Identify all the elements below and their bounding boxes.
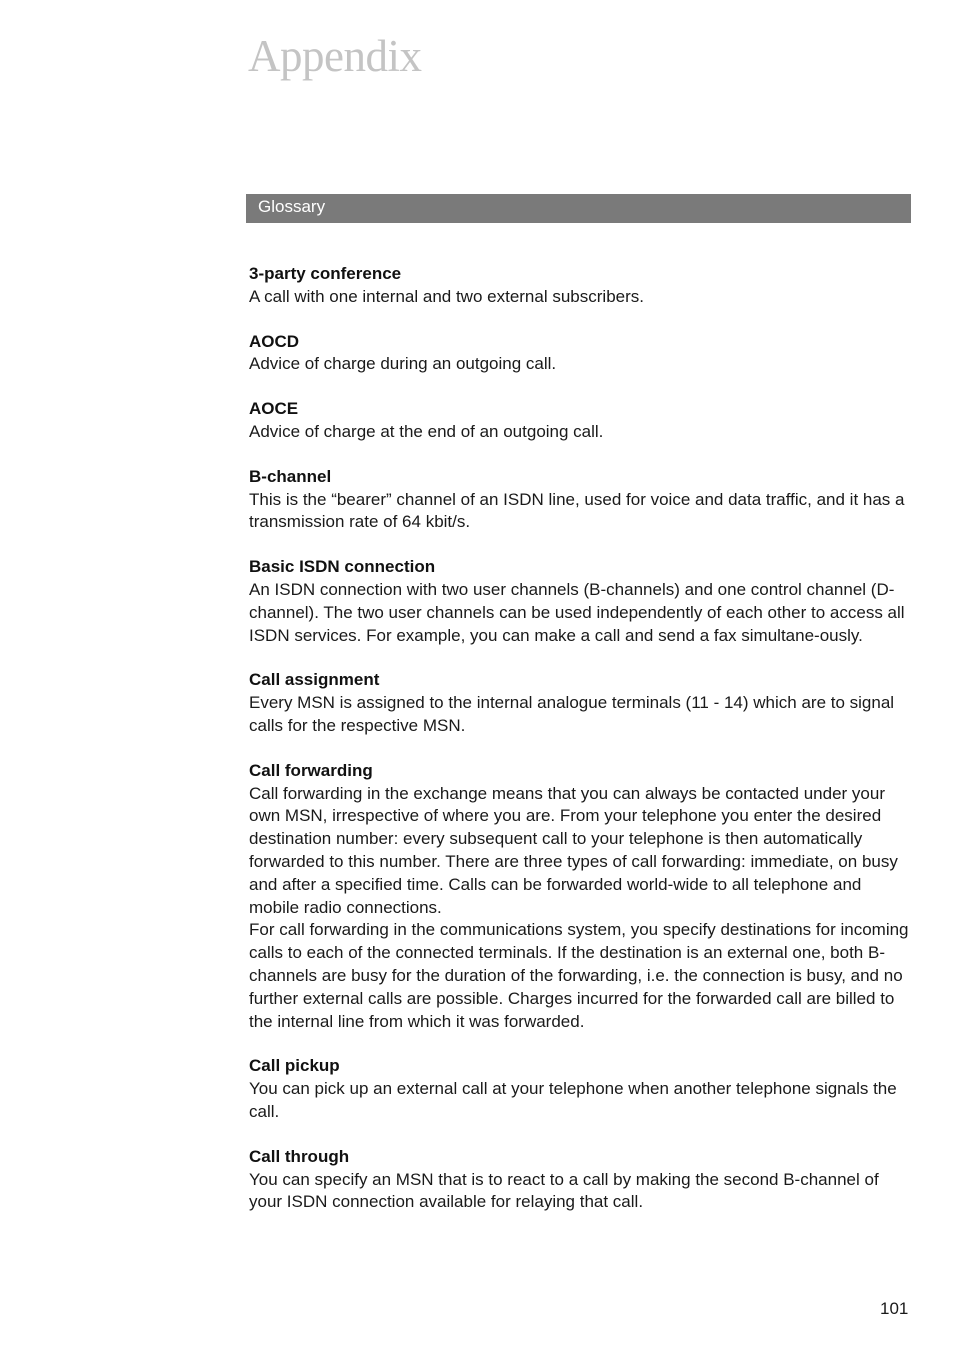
- glossary-term: Basic ISDN connection: [249, 557, 436, 577]
- definition-paragraph: Every MSN is assigned to the internal analogue terminals (11 - 14) which are to signal calls for the respective MSN.: [249, 693, 895, 735]
- glossary-entry: [249, 760, 911, 1034]
- glossary-entry: [249, 466, 911, 534]
- definition-paragraph: This is the “bearer” channel of an ISDN line, used for voice and data traffic, and it has a transmission rate of 64 kbit/s.: [249, 489, 905, 532]
- glossary-term: Call assignment: [249, 670, 380, 690]
- definition-paragraph: For call forwarding in the communications system, you specify destinations for incoming calls to each of the connected terminals. If the destination is an external one, both B-channels are busy for the duration of the forwarding, i.e. the connection is busy, and no further external calls are possible. Charges incurred for the forwarded call are billed to the internal line from which it was forwarded.: [249, 920, 909, 1031]
- glossary-entry: [249, 1146, 911, 1214]
- glossary-entry: [249, 669, 911, 737]
- page-number: 101: [880, 1299, 909, 1318]
- definition-paragraph: Call forwarding in the exchange means that you can always be contacted under your own MSN, irrespective of where you are. From your telephone you enter the desired destination number: every subsequent call to your telephone is then automatically forwarded to this number. There are three types of call forwarding: immediate, on busy and after a specified time. Calls can be forwarded world-wide to all telephone and mobile radio connections.: [249, 783, 898, 917]
- definition-paragraph: Advice of charge at the end of an outgoing call.: [249, 421, 604, 441]
- glossary-term: Call forwarding: [249, 760, 373, 780]
- glossary-definition: [249, 421, 911, 444]
- glossary-term: AOCE: [249, 399, 299, 419]
- glossary-definition: [249, 692, 911, 738]
- definition-paragraph: You can specify an MSN that is to react to a call by making the second B-channel of your ISDN connection available for relaying that call.: [249, 1169, 879, 1212]
- glossary-list: [249, 263, 911, 1236]
- glossary-term: 3-party conference: [249, 264, 402, 283]
- glossary-entry: [249, 263, 911, 309]
- glossary-term: B-channel: [249, 466, 332, 486]
- glossary-entry: [249, 556, 911, 647]
- glossary-definition: [249, 783, 911, 1034]
- definition-paragraph: Advice of charge during an outgoing call.: [249, 354, 557, 374]
- glossary-definition: [249, 579, 911, 647]
- chapter-title: Appendix: [248, 31, 422, 81]
- glossary-definition: [249, 353, 911, 376]
- glossary-term: Call pickup: [249, 1056, 340, 1076]
- glossary-term: Call through: [249, 1146, 350, 1166]
- glossary-definition: [249, 1078, 911, 1124]
- glossary-entry: [249, 1055, 911, 1123]
- glossary-definition: [249, 1169, 911, 1215]
- glossary-definition: [249, 489, 911, 535]
- definition-paragraph: You can pick up an external call at your telephone when another telephone signals the call.: [249, 1079, 897, 1121]
- glossary-entry: [249, 398, 911, 444]
- glossary-entry: [249, 331, 911, 377]
- definition-paragraph: A call with one internal and two external subscribers.: [249, 286, 644, 306]
- section-header-glossary: Glossary: [246, 194, 911, 223]
- glossary-term: AOCD: [249, 331, 300, 351]
- definition-paragraph: An ISDN connection with two user channels (B-channels) and one control channel (D-channel). The two user channels can be used independently of each other to access all ISDN services. For example, you can make a call and send a fax simultane-ously.: [249, 579, 905, 645]
- glossary-definition: [249, 286, 911, 309]
